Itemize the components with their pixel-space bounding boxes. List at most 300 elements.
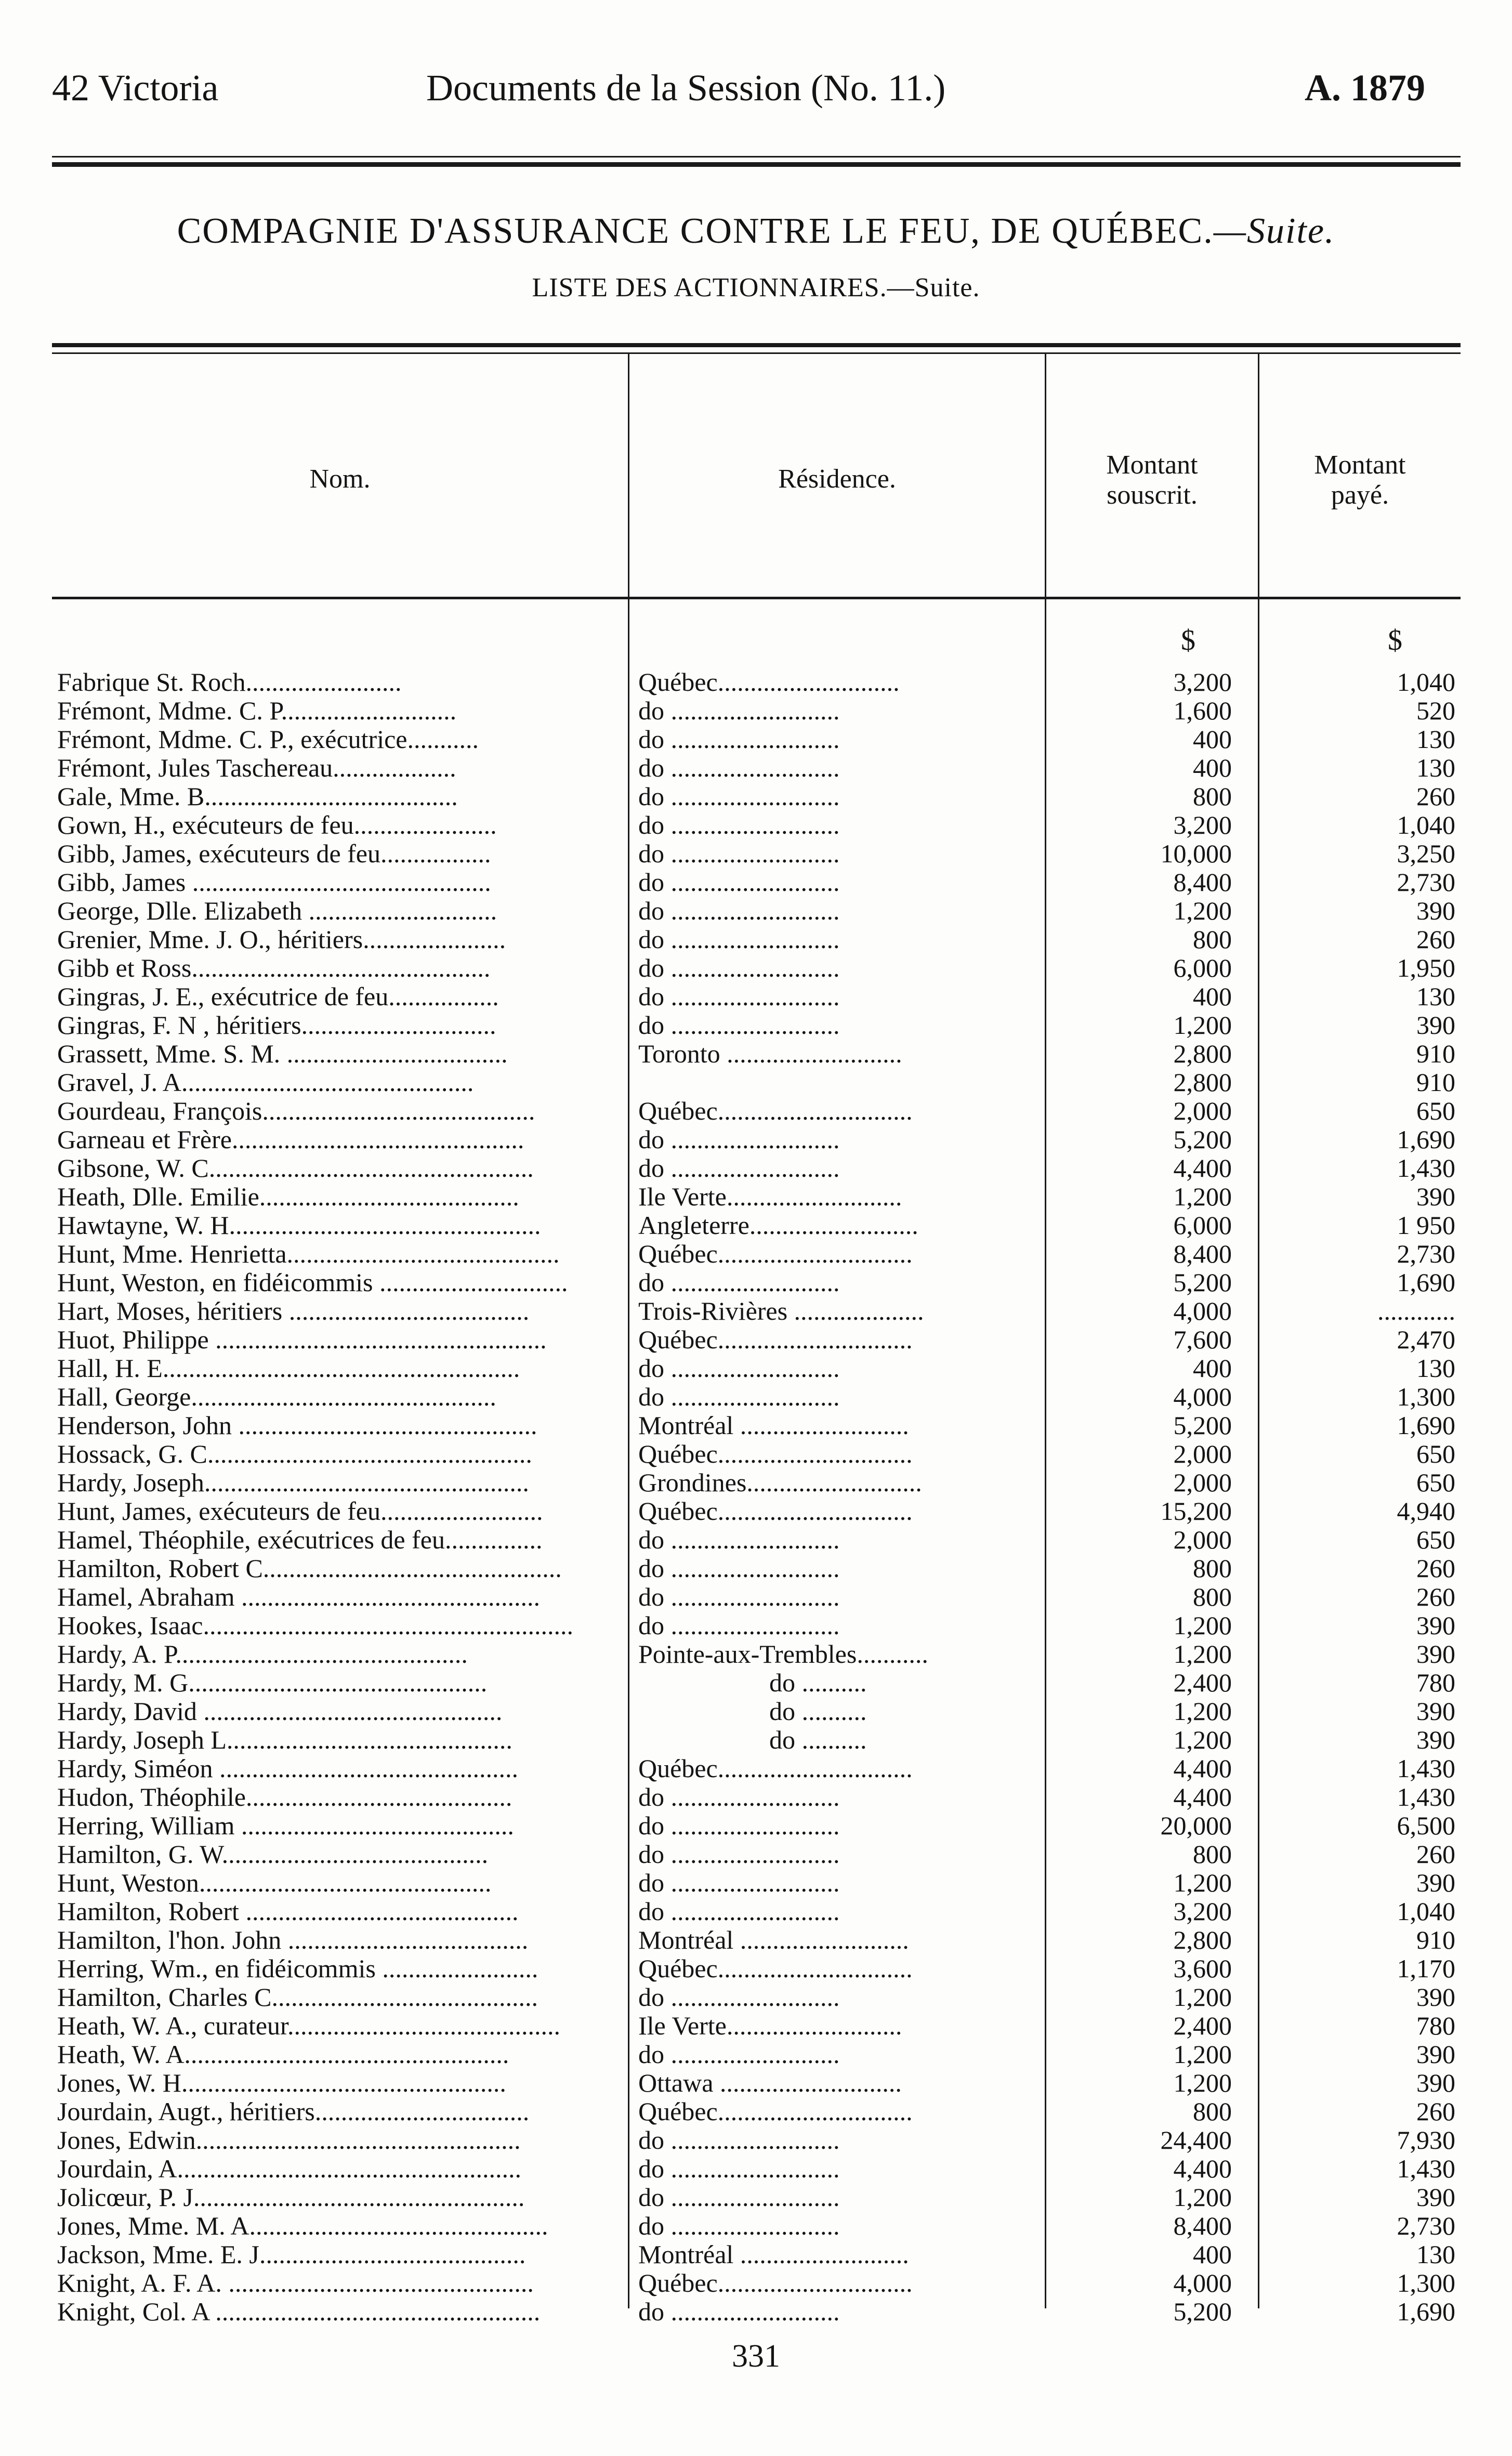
residence: do ..........................: [638, 1525, 840, 1554]
amount-paid: 2,730: [1397, 2211, 1455, 2240]
shareholder-name: Fabrique St. Roch........................: [57, 667, 402, 697]
residence: do ..........: [769, 1697, 867, 1726]
amount-subscribed: 2,800: [1173, 1068, 1232, 1097]
residence: Québec..............................: [638, 2268, 913, 2297]
shareholder-name: Gingras, F. N , héritiers..............................: [57, 1010, 496, 1040]
table-row: [0, 1268, 1512, 1297]
table-row: [0, 2069, 1512, 2097]
shareholder-name: Hookes, Isaac.........................................................: [57, 1611, 573, 1640]
table-row: [0, 2183, 1512, 2212]
amount-subscribed: 2,800: [1173, 1925, 1232, 1954]
table-row: [0, 1297, 1512, 1325]
amount-subscribed: 1,200: [1173, 2068, 1232, 2097]
residence: do ..........................: [638, 2297, 840, 2326]
shareholder-name: Hardy, Siméon ..............................................: [57, 1754, 518, 1783]
amount-paid: 260: [1416, 1840, 1455, 1869]
amount-subscribed: 1,200: [1173, 2183, 1232, 2212]
residence: Ottawa ............................: [638, 2068, 902, 2097]
shareholder-name: Hunt, Mme. Henrietta..........................................: [57, 1239, 560, 1268]
shareholder-name: Garneau et Frère.............................................: [57, 1125, 524, 1154]
column-header-subscribed-line2: souscrit.: [1107, 480, 1198, 510]
residence: do ..........................: [638, 1611, 840, 1640]
shareholder-name: Gravel, J. A.............................................: [57, 1068, 474, 1097]
residence: Angleterre..........................: [638, 1211, 918, 1240]
column-header-paid: [1259, 450, 1461, 510]
amount-subscribed: 400: [1193, 982, 1232, 1011]
table-row: [0, 897, 1512, 925]
shareholder-name: Hardy, A. P.............................................: [57, 1639, 468, 1669]
shareholder-name: Gingras, J. E., exécutrice de feu.................: [57, 982, 499, 1011]
shareholder-name: Hossack, G. C..................................................: [57, 1439, 532, 1468]
residence: do ..........................: [638, 725, 840, 754]
shareholder-name: Henderson, John ..............................................: [57, 1411, 537, 1440]
amount-paid: 1,300: [1397, 1382, 1455, 1411]
amount-paid: 6,500: [1397, 1811, 1455, 1840]
amount-paid: 390: [1416, 2040, 1455, 2069]
amount-subscribed: 3,600: [1173, 1954, 1232, 1983]
amount-paid: 1,040: [1397, 667, 1455, 697]
residence: do ..........................: [638, 1811, 840, 1840]
shareholder-name: Hall, George...............................................: [57, 1382, 496, 1411]
shareholder-name: Gourdeau, François..........................................: [57, 1096, 535, 1125]
amount-subscribed: 2,000: [1173, 1468, 1232, 1497]
table-row: [0, 1611, 1512, 1640]
residence: do ..........................: [638, 810, 840, 839]
residence: do ..........................: [638, 925, 840, 954]
residence: do ..........................: [638, 753, 840, 782]
amount-paid: 390: [1416, 1982, 1455, 2012]
residence: do ..........................: [638, 782, 840, 811]
table-row: [0, 1411, 1512, 1440]
table-row: [0, 1097, 1512, 1125]
table-row: [0, 1040, 1512, 1068]
table-top-rule-thick: [52, 343, 1461, 347]
table-row: [0, 1240, 1512, 1268]
table-row: [0, 1183, 1512, 1211]
table-row: [0, 1897, 1512, 1926]
table-row: [0, 982, 1512, 1011]
amount-subscribed: 4,000: [1173, 1296, 1232, 1325]
shareholder-name: Hamilton, l'hon. John .....................................: [57, 1925, 529, 1954]
residence: Québec..............................: [638, 1096, 913, 1125]
shareholder-name: Hart, Moses, héritiers .....................................: [57, 1296, 530, 1325]
residence: do ..........................: [638, 1582, 840, 1611]
column-header-subscribed-line1: Montant: [1106, 450, 1198, 480]
table-row: [0, 925, 1512, 954]
amount-subscribed: 1,200: [1173, 1697, 1232, 1726]
residence: do ..........................: [638, 696, 840, 725]
amount-subscribed: 2,000: [1173, 1439, 1232, 1468]
table-row: [0, 839, 1512, 868]
residence: do ..........................: [638, 1268, 840, 1297]
table-row: [0, 2097, 1512, 2126]
residence: do ..........................: [638, 2125, 840, 2155]
header-rule-thick: [52, 162, 1461, 167]
amount-subscribed: 6,000: [1173, 1211, 1232, 1240]
table-row: [0, 782, 1512, 811]
amount-subscribed: 400: [1193, 725, 1232, 754]
amount-subscribed: 4,000: [1173, 2268, 1232, 2297]
amount-paid: 910: [1416, 1039, 1455, 1068]
amount-subscribed: 400: [1193, 1354, 1232, 1383]
amount-paid: 1,040: [1397, 1897, 1455, 1926]
amount-subscribed: 8,400: [1173, 868, 1232, 897]
column-header-residence: Résidence.: [778, 464, 896, 494]
table-row: [0, 2212, 1512, 2240]
amount-subscribed: 1,200: [1173, 1868, 1232, 1897]
amount-subscribed: 1,200: [1173, 2040, 1232, 2069]
shareholder-name: Knight, A. F. A. ...............................................: [57, 2268, 534, 2297]
amount-paid: 130: [1416, 753, 1455, 782]
table-row: [0, 868, 1512, 897]
residence: do ..........................: [638, 1868, 840, 1897]
shareholder-name: Hardy, Joseph L............................................: [57, 1725, 512, 1754]
table-row: [0, 1383, 1512, 1411]
residence: do ..........................: [638, 2183, 840, 2212]
table-row: [0, 2269, 1512, 2297]
shareholder-name: Hall, H. E.......................................................: [57, 1354, 520, 1383]
amount-paid: 910: [1416, 1068, 1455, 1097]
amount-subscribed: 3,200: [1173, 667, 1232, 697]
amount-paid: 780: [1416, 2011, 1455, 2040]
table-row: [0, 1669, 1512, 1697]
amount-paid: 390: [1416, 1182, 1455, 1211]
amount-subscribed: 7,600: [1173, 1325, 1232, 1354]
table-row: [0, 1526, 1512, 1554]
shareholder-name: Frémont, Jules Taschereau...................: [57, 753, 456, 782]
table-row: [0, 668, 1512, 697]
amount-subscribed: 1,200: [1173, 1982, 1232, 2012]
shareholder-name: Gibb et Ross..............................................: [57, 953, 491, 982]
shareholder-name: Grenier, Mme. J. O., héritiers......................: [57, 925, 506, 954]
table-row: [0, 2012, 1512, 2040]
residence: Pointe-aux-Trembles...........: [638, 1639, 928, 1669]
residence: do ..........................: [638, 1354, 840, 1383]
amount-subscribed: 800: [1193, 1840, 1232, 1869]
shareholder-name: Hamilton, G. W.........................................: [57, 1840, 489, 1869]
shareholder-name: Huot, Philippe ...................................................: [57, 1325, 547, 1354]
shareholder-name: Gale, Mme. B.......................................: [57, 782, 458, 811]
page-number: 331: [732, 2339, 780, 2374]
shareholder-name: Jones, Edwin..................................................: [57, 2125, 521, 2155]
residence: do ..........................: [638, 1782, 840, 1811]
column-header-paid-line2: payé.: [1331, 480, 1389, 510]
page-subtitle: LISTE DES ACTIONNAIRES.—Suite.: [532, 273, 980, 303]
shareholder-name: Jourdain, Augt., héritiers.................................: [57, 2097, 530, 2126]
amount-subscribed: 1,200: [1173, 1010, 1232, 1040]
amount-paid: 390: [1416, 1868, 1455, 1897]
residence: do ..........................: [638, 2211, 840, 2240]
shareholder-list: [0, 668, 1512, 2326]
column-header-rule: [52, 597, 1461, 599]
amount-subscribed: 400: [1193, 2240, 1232, 2269]
currency-subscribed: $: [1181, 624, 1195, 656]
shareholder-name: Jolicœur, P. J...................................................: [57, 2183, 525, 2212]
amount-subscribed: 2,400: [1173, 1668, 1232, 1697]
amount-subscribed: 1,200: [1173, 1639, 1232, 1669]
table-row: [0, 754, 1512, 782]
table-row: [0, 811, 1512, 839]
shareholder-name: Hunt, Weston.............................................: [57, 1868, 492, 1897]
table-row: [0, 725, 1512, 754]
table-row: [0, 1754, 1512, 1783]
amount-subscribed: 10,000: [1160, 839, 1232, 868]
residence: Québec..............................: [638, 1754, 913, 1783]
residence: Grondines...........................: [638, 1468, 922, 1497]
amount-subscribed: 4,400: [1173, 1153, 1232, 1183]
table-row: [0, 1354, 1512, 1383]
residence: Québec..............................: [638, 1496, 913, 1526]
shareholder-name: Heath, W. A..................................................: [57, 2040, 509, 2069]
currency-paid: $: [1388, 624, 1402, 656]
residence: Québec............................: [638, 667, 900, 697]
title-main: COMPAGNIE D'ASSURANCE CONTRE LE FEU, DE QUÉBEC.: [177, 211, 1214, 251]
amount-subscribed: 1,200: [1173, 1725, 1232, 1754]
amount-subscribed: 400: [1193, 753, 1232, 782]
shareholder-name: Grassett, Mme. S. M. ..................................: [57, 1039, 508, 1068]
amount-paid: 130: [1416, 2240, 1455, 2269]
residence: Montréal ..........................: [638, 2240, 909, 2269]
amount-subscribed: 1,200: [1173, 896, 1232, 925]
amount-subscribed: 2,000: [1173, 1096, 1232, 1125]
amount-paid: 1 950: [1397, 1211, 1455, 1240]
amount-paid: 650: [1416, 1525, 1455, 1554]
title-suffix: —Suite.: [1213, 211, 1335, 251]
amount-paid: 910: [1416, 1925, 1455, 1954]
shareholder-name: Hamilton, Robert ..........................................: [57, 1897, 519, 1926]
table-row: [0, 1697, 1512, 1726]
shareholder-name: Hardy, Joseph..................................................: [57, 1468, 529, 1497]
amount-subscribed: 5,200: [1173, 2297, 1232, 2326]
table-row: [0, 1983, 1512, 2012]
amount-subscribed: 2,000: [1173, 1525, 1232, 1554]
shareholder-name: Hamilton, Charles C.........................................: [57, 1982, 538, 2012]
amount-paid: 1,430: [1397, 1782, 1455, 1811]
residence: Trois-Rivières ....................: [638, 1296, 924, 1325]
amount-subscribed: 800: [1193, 925, 1232, 954]
shareholder-name: Gibsone, W. C..................................................: [57, 1153, 534, 1183]
table-row: [0, 1954, 1512, 1983]
amount-paid: 1,040: [1397, 810, 1455, 839]
residence: do ..........................: [638, 1125, 840, 1154]
residence: do ..........................: [638, 982, 840, 1011]
table-row: [0, 1468, 1512, 1497]
running-header-left: 42 Victoria: [52, 67, 219, 109]
residence: do ..........................: [638, 2154, 840, 2183]
shareholder-name: Hawtayne, W. H................................................: [57, 1211, 541, 1240]
table-row: [0, 2240, 1512, 2269]
residence: do ..........................: [638, 896, 840, 925]
amount-paid: 3,250: [1397, 839, 1455, 868]
amount-paid: 390: [1416, 1725, 1455, 1754]
shareholder-name: Frémont, Mdme. C. P., exécutrice...........: [57, 725, 479, 754]
table-row: [0, 1554, 1512, 1583]
table-row: [0, 2155, 1512, 2183]
residence: do ..........: [769, 1725, 867, 1754]
header-rule-thin: [52, 156, 1461, 157]
amount-paid: 780: [1416, 1668, 1455, 1697]
table-row: [0, 1783, 1512, 1811]
residence: Ile Verte...........................: [638, 2011, 902, 2040]
residence: Québec..............................: [638, 2097, 913, 2126]
table-row: [0, 1325, 1512, 1354]
shareholder-name: Frémont, Mdme. C. P...........................: [57, 696, 457, 725]
amount-subscribed: 1,200: [1173, 1611, 1232, 1640]
residence: Montréal ..........................: [638, 1411, 909, 1440]
amount-subscribed: 1,200: [1173, 1182, 1232, 1211]
column-header-subscribed: [1046, 450, 1258, 510]
table-row: [0, 1154, 1512, 1183]
amount-paid: 1,300: [1397, 2268, 1455, 2297]
shareholder-name: Gown, H., exécuteurs de feu......................: [57, 810, 497, 839]
table-row: [0, 1840, 1512, 1869]
amount-paid: 1,950: [1397, 953, 1455, 982]
table-row: [0, 1497, 1512, 1526]
amount-subscribed: 8,400: [1173, 1239, 1232, 1268]
column-header-name: Nom.: [309, 464, 371, 494]
residence: Québec..............................: [638, 1325, 913, 1354]
amount-paid: 260: [1416, 925, 1455, 954]
amount-paid: 390: [1416, 1697, 1455, 1726]
amount-paid: 390: [1416, 1639, 1455, 1669]
residence: do ..........................: [638, 1554, 840, 1583]
amount-paid: 390: [1416, 1611, 1455, 1640]
running-header-right: A. 1879: [1305, 67, 1425, 109]
amount-paid: 4,940: [1397, 1496, 1455, 1526]
amount-subscribed: 5,200: [1173, 1268, 1232, 1297]
table-row: [0, 1583, 1512, 1611]
amount-subscribed: 800: [1193, 2097, 1232, 2126]
shareholder-name: George, Dlle. Elizabeth .............................: [57, 896, 497, 925]
amount-paid: 260: [1416, 1554, 1455, 1583]
residence: Montréal ..........................: [638, 1925, 909, 1954]
amount-subscribed: 15,200: [1160, 1496, 1232, 1526]
shareholder-name: Hamilton, Robert C..............................................: [57, 1554, 562, 1583]
amount-paid: 130: [1416, 982, 1455, 1011]
amount-paid: 650: [1416, 1468, 1455, 1497]
table-row: [0, 1011, 1512, 1040]
shareholder-name: Knight, Col. A ..................................................: [57, 2297, 541, 2326]
table-row: [0, 1068, 1512, 1097]
table-row: [0, 2126, 1512, 2155]
amount-subscribed: 5,200: [1173, 1411, 1232, 1440]
shareholder-name: Hamel, Abraham ..............................................: [57, 1582, 541, 1611]
table-row: [0, 1726, 1512, 1754]
shareholder-name: Herring, William ..........................................: [57, 1811, 514, 1840]
amount-subscribed: 2,800: [1173, 1039, 1232, 1068]
amount-subscribed: 3,200: [1173, 1897, 1232, 1926]
table-top-rule-thin: [52, 352, 1461, 354]
table-row: [0, 1869, 1512, 1897]
amount-paid: 1,170: [1397, 1954, 1455, 1983]
shareholder-name: Jackson, Mme. E. J.........................................: [57, 2240, 526, 2269]
amount-paid: 1,430: [1397, 1754, 1455, 1783]
amount-paid: 260: [1416, 782, 1455, 811]
shareholder-name: Jourdain, A.....................................................: [57, 2154, 522, 2183]
amount-subscribed: 6,000: [1173, 953, 1232, 982]
amount-paid: 2,730: [1397, 1239, 1455, 1268]
table-row: [0, 2297, 1512, 2326]
table-row: [0, 1640, 1512, 1669]
amount-subscribed: 2,400: [1173, 2011, 1232, 2040]
amount-subscribed: 4,400: [1173, 2154, 1232, 2183]
residence: do ..........................: [638, 868, 840, 897]
residence: Ile Verte...........................: [638, 1182, 902, 1211]
table-row: [0, 1211, 1512, 1240]
running-header-center: Documents de la Session (No. 11.): [426, 67, 946, 109]
residence: Toronto ...........................: [638, 1039, 902, 1068]
table-row: [0, 2040, 1512, 2069]
residence: do ..........................: [638, 1840, 840, 1869]
amount-paid: 390: [1416, 1010, 1455, 1040]
amount-paid: 390: [1416, 2183, 1455, 2212]
amount-paid: 260: [1416, 2097, 1455, 2126]
table-row: [0, 1125, 1512, 1154]
residence: Québec..............................: [638, 1954, 913, 1983]
amount-paid: 390: [1416, 896, 1455, 925]
shareholder-name: Heath, Dlle. Emilie........................................: [57, 1182, 519, 1211]
shareholder-name: Hardy, David ..............................................: [57, 1697, 503, 1726]
table-row: [0, 1440, 1512, 1468]
residence: do ..........................: [638, 953, 840, 982]
shareholder-name: Jones, Mme. M. A..............................................: [57, 2211, 548, 2240]
shareholder-name: Herring, Wm., en fidéicommis ........................: [57, 1954, 538, 1983]
table-row: [0, 697, 1512, 725]
residence: do ..........................: [638, 1897, 840, 1926]
shareholder-name: Hunt, James, exécuteurs de feu.........................: [57, 1496, 543, 1526]
amount-subscribed: 24,400: [1160, 2125, 1232, 2155]
amount-paid: 1,430: [1397, 2154, 1455, 2183]
amount-paid: 1,690: [1397, 1411, 1455, 1440]
shareholder-name: Jones, W. H..................................................: [57, 2068, 506, 2097]
amount-subscribed: 800: [1193, 782, 1232, 811]
amount-paid: 130: [1416, 1354, 1455, 1383]
amount-subscribed: 4,400: [1173, 1782, 1232, 1811]
residence: do ..........................: [638, 1382, 840, 1411]
amount-paid: ............: [1377, 1296, 1455, 1325]
residence: do ..........................: [638, 839, 840, 868]
amount-subscribed: 800: [1193, 1554, 1232, 1583]
table-row: [0, 954, 1512, 982]
residence: do ..........: [769, 1668, 867, 1697]
amount-paid: 260: [1416, 1582, 1455, 1611]
shareholder-name: Hunt, Weston, en fidéicommis .............................: [57, 1268, 568, 1297]
page-title: [0, 211, 1512, 252]
table-row: [0, 1926, 1512, 1954]
amount-paid: 130: [1416, 725, 1455, 754]
amount-paid: 1,690: [1397, 1125, 1455, 1154]
residence: Québec..............................: [638, 1239, 913, 1268]
amount-subscribed: 4,000: [1173, 1382, 1232, 1411]
table-row: [0, 1811, 1512, 1840]
amount-paid: 2,470: [1397, 1325, 1455, 1354]
amount-subscribed: 1,600: [1173, 696, 1232, 725]
amount-paid: 1,690: [1397, 1268, 1455, 1297]
amount-subscribed: 4,400: [1173, 1754, 1232, 1783]
residence: do ..........................: [638, 1010, 840, 1040]
residence: do ..........................: [638, 2040, 840, 2069]
shareholder-name: Hudon, Théophile.........................................: [57, 1782, 512, 1811]
amount-paid: 650: [1416, 1439, 1455, 1468]
residence: do ..........................: [638, 1982, 840, 2012]
amount-paid: 650: [1416, 1096, 1455, 1125]
residence: Québec..............................: [638, 1439, 913, 1468]
amount-subscribed: 3,200: [1173, 810, 1232, 839]
amount-subscribed: 20,000: [1160, 1811, 1232, 1840]
amount-subscribed: 800: [1193, 1582, 1232, 1611]
amount-paid: 1,430: [1397, 1153, 1455, 1183]
shareholder-name: Hardy, M. G..............................................: [57, 1668, 488, 1697]
